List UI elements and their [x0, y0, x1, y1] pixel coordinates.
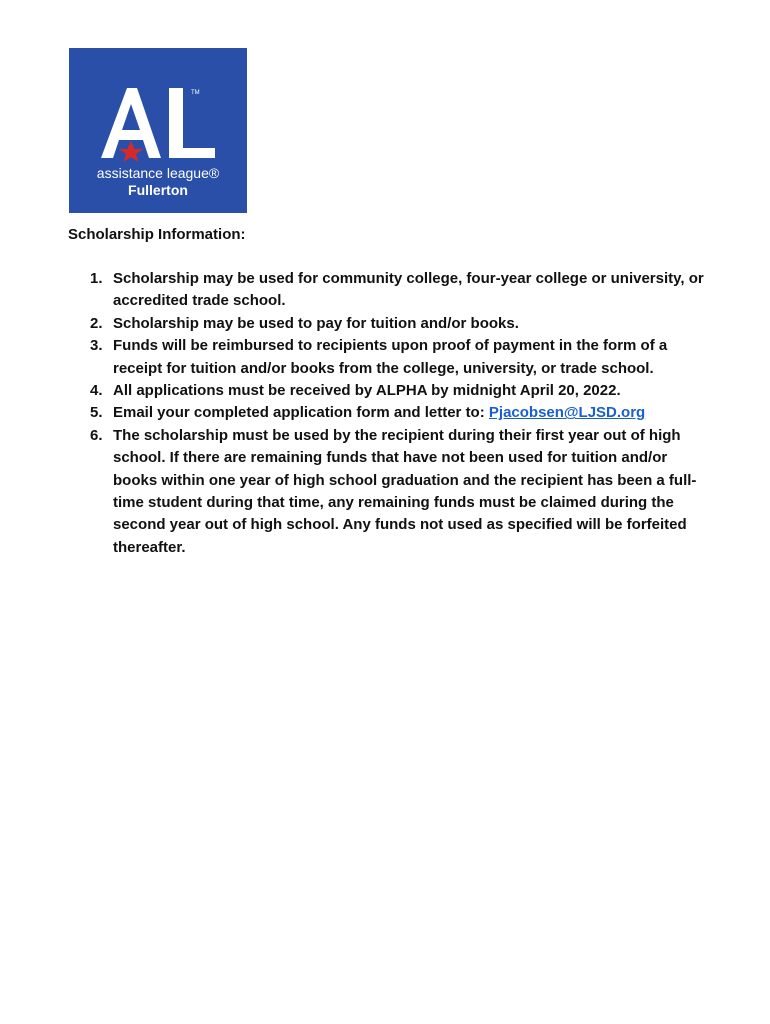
- star-icon: [119, 141, 143, 162]
- email-link[interactable]: Pjacobsen@LJSD.org: [488, 404, 646, 422]
- list-item-number: 2.: [90, 314, 103, 332]
- list-item: [68, 335, 708, 380]
- list-item-number: 3.: [90, 337, 103, 355]
- list-item-number: 6.: [90, 426, 103, 444]
- list-item: [68, 380, 708, 402]
- list-item-text: Scholarship may be used to pay for tuition and/or books.: [113, 314, 519, 332]
- list-item: [68, 425, 708, 559]
- scholarship-rules-list: [68, 268, 708, 559]
- logo-graphic: [69, 48, 247, 213]
- list-item: [68, 313, 708, 335]
- logo-letter-l: [169, 88, 215, 158]
- logo-org-name: assistance league®: [96, 165, 220, 181]
- list-item-text: Email your completed application form and letter to:: [113, 404, 485, 422]
- list-item-text: The scholarship must be used by the recipient during their first year out of high school. If there are remaining funds that have not been used for tuition and/or books within one year of high school graduation and the recipient has been a full-time student during that time, any remaining funds must be claimed during the second year out of high school. Any funds not used as specified will be forfeited thereafter.: [113, 426, 697, 556]
- logo-chapter: Fullerton: [128, 182, 188, 198]
- list-item-number: 4.: [90, 382, 103, 400]
- list-item-number: 5.: [90, 404, 103, 422]
- list-item-text: Scholarship may be used for community college, four-year college or university, or accredited trade school.: [113, 270, 704, 310]
- list-item: [68, 268, 708, 313]
- list-item-number: 1.: [90, 270, 103, 287]
- list-item-text: Funds will be reimbursed to recipients upon proof of payment in the form of a receipt for tuition and/or books from the college, university, or trade school.: [113, 337, 668, 377]
- list-item: [68, 402, 708, 424]
- section-heading: Scholarship Information:: [68, 226, 246, 243]
- assistance-league-logo: [69, 48, 247, 213]
- logo-trademark: TM: [191, 90, 200, 96]
- list-item-text: All applications must be received by ALPHA by midnight April 20, 2022.: [113, 382, 621, 400]
